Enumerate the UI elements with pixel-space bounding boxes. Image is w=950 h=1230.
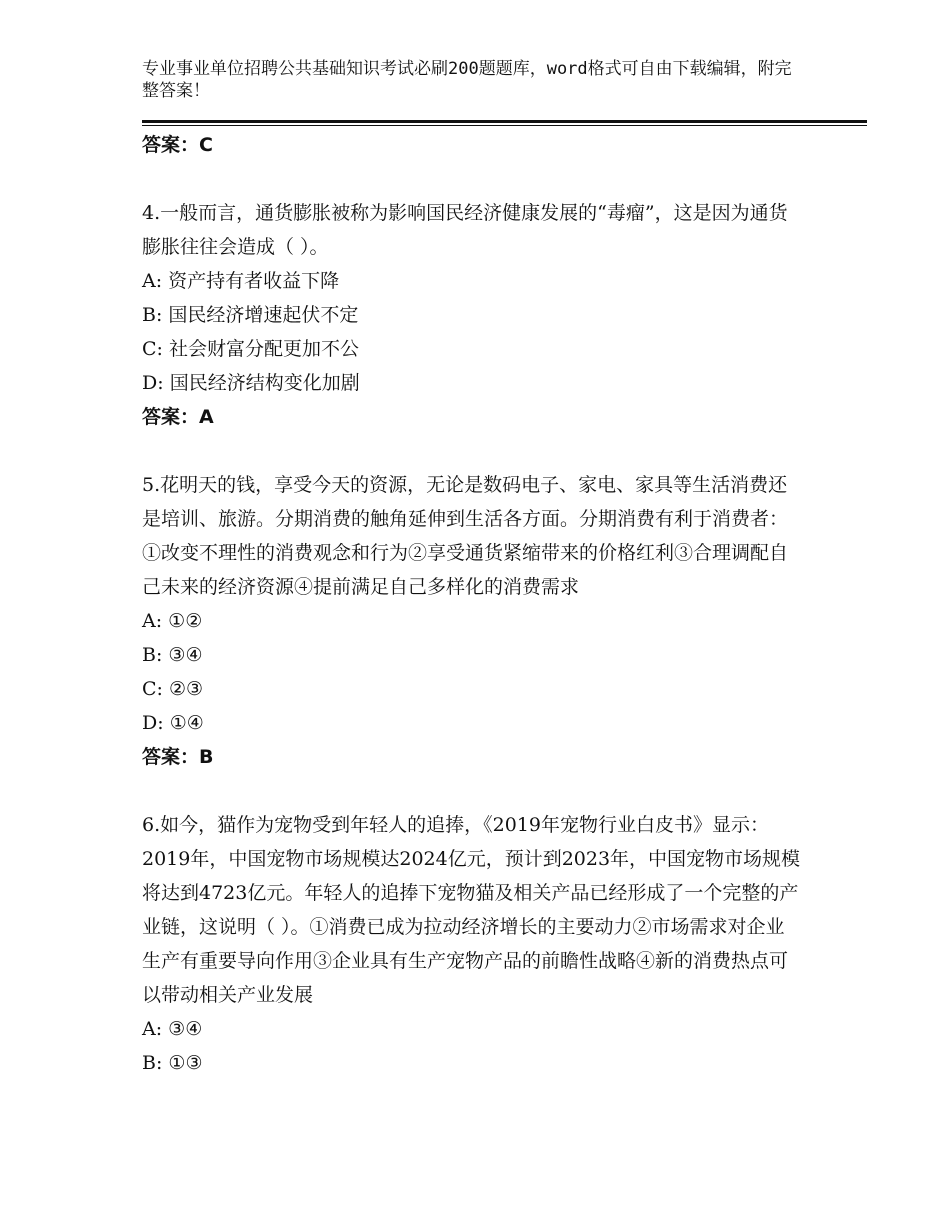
answer-label: 答案： [142,134,200,156]
option-letter: B: [142,1052,163,1074]
question-number: 4. [142,202,161,224]
option-c [142,332,802,366]
document-content [142,128,802,1080]
question-stem [142,468,802,604]
option-letter: D: [142,712,164,734]
option-b [142,298,802,332]
option-letter: B: [142,304,163,326]
option-letter: C: [142,678,163,700]
question-6 [142,808,802,1080]
option-b [142,638,802,672]
header-text: 专业事业单位招聘公共基础知识考试必刷200题题库，word格式可自由下载编辑，附完整答案！ [142,59,792,101]
option-text: ①② [168,610,203,632]
option-letter: A: [142,1018,163,1040]
answer-value: B [199,746,214,768]
option-letter: B: [142,644,163,666]
answer-label: 答案： [142,746,200,768]
option-b [142,1046,802,1080]
question-text: 如今，猫作为宠物受到年轻人的追捧，《2019年宠物行业白皮书》显示：2019年，中国宠物市场规模达2024亿元，预计到2023年，中国宠物市场规模将达到4723亿元。年轻人的追捧下宠物猫及相关产品已经形成了一个完整的产业链，这说明（ ）。①消费已成为拉动经济增长的主要动力②市场需求对企业生产有重要导向作用③企业具有生产宠物产品的前瞻性战略④新的消费热点可以带动相关产业发展 [142,814,801,1006]
question-4 [142,196,802,434]
question-text: 一般而言，通货膨胀被称为影响国民经济健康发展的“毒瘤”，这是因为通货膨胀往往会造成（ ）。 [142,202,788,258]
option-letter: C: [142,338,163,360]
question-text: 花明天的钱，享受今天的资源，无论是数码电子、家电、家具等生活消费还是培训、旅游。分期消费的触角延伸到生活各方面。分期消费有利于消费者：①改变不理性的消费观念和行为②享受通货紧缩带来的价格红利③合理调配自己未来的经济资源④提前满足自己多样化的消费需求 [142,474,789,598]
option-d [142,366,802,400]
option-text: ③④ [168,644,203,666]
question-number: 6. [142,814,161,836]
question-5 [142,468,802,774]
header-rule-thick [142,120,867,123]
option-text: 国民经济结构变化加剧 [169,372,360,394]
answer-q4 [142,400,802,434]
option-letter: A: [142,610,163,632]
option-letter: A: [142,270,163,292]
option-a [142,264,802,298]
option-d [142,706,802,740]
header-rule [142,120,867,126]
option-text: ③④ [168,1018,203,1040]
question-stem [142,196,802,264]
option-text: ①④ [169,712,204,734]
question-number: 5. [142,474,161,496]
option-a [142,604,802,638]
question-stem [142,808,802,1012]
page-header [142,58,802,102]
answer-value: A [199,406,214,428]
option-text: ①③ [168,1052,203,1074]
option-letter: D: [142,372,164,394]
answer-q3 [142,128,802,162]
option-text: 资产持有者收益下降 [168,270,340,292]
answer-q5 [142,740,802,774]
option-text: ②③ [169,678,204,700]
option-text: 国民经济增速起伏不定 [168,304,359,326]
option-text: 社会财富分配更加不公 [169,338,360,360]
answer-value: C [199,134,213,156]
option-c [142,672,802,706]
option-a [142,1012,802,1046]
answer-label: 答案： [142,406,200,428]
header-rule-thin [142,125,867,126]
